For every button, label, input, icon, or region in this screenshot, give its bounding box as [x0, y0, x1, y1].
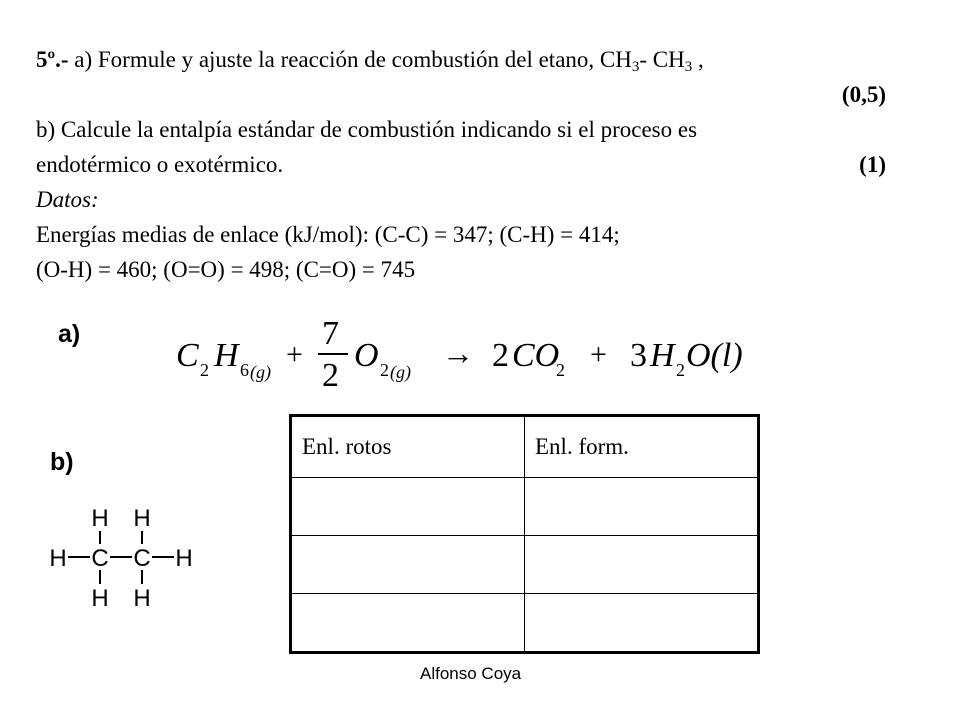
part-b-points: (1) [859, 152, 886, 177]
eq-phase-1: (g) [250, 362, 271, 382]
eq-arrow: → [442, 335, 474, 371]
eq-co: CO [512, 337, 560, 374]
atom-h-left: H [49, 545, 67, 572]
header-broken-bonds: Enl. rotos [291, 416, 525, 478]
eq-plus-2: + [590, 338, 607, 371]
eq-phase-2: (g) [390, 362, 411, 382]
table-row [291, 536, 759, 594]
eq-oxygen: O [354, 337, 379, 374]
atom-c-right: C [133, 545, 151, 572]
eq-coef-2: 2 [492, 337, 509, 374]
eq-h: H [650, 337, 675, 374]
eq-numerator: 7 [322, 316, 339, 352]
part-b-line-1: b) Calcule la entalpía estándar de combustión indicando si el proceso es [36, 117, 698, 142]
eq-denominator: 2 [322, 357, 339, 394]
part-b-line-2: endotérmico o exotérmico. (1) [36, 147, 892, 182]
atom-h-top-right: H [133, 505, 151, 532]
footer-author: Alfonso Coya [420, 664, 522, 683]
ethane-structure [48, 500, 198, 612]
answer-b-label: b) [50, 448, 74, 476]
atom-h-bottom-left: H [91, 585, 109, 612]
table-row [291, 594, 759, 653]
eq-sub-2c: 2 [556, 360, 565, 380]
table-cell [525, 478, 759, 536]
eq-sub-2: 2 [200, 360, 209, 380]
bond-table [289, 414, 760, 654]
ethane-bonds [68, 531, 174, 584]
eq-sub-2d: 2 [676, 360, 685, 380]
atom-c-left: C [91, 545, 109, 572]
header-formed-bonds: Enl. form. [525, 416, 759, 478]
energies-line-1: Energías medias de enlace (kJ/mol): (C-C) = 347; (C-H) = 414; [36, 222, 620, 247]
eq-plus-1: + [286, 338, 303, 371]
table-cell [525, 536, 759, 594]
eq-hydrogen: H [214, 337, 239, 374]
part-a-points: (0,5) [841, 82, 886, 107]
answer-a-label: a) [58, 320, 81, 348]
statement-line-2 [36, 77, 892, 112]
eq-carbon: C [176, 337, 199, 374]
eq-sub-2b: 2 [380, 360, 389, 380]
atom-h-top-left: H [91, 505, 109, 532]
combustion-equation [170, 316, 780, 396]
part-a-text: a) Formule y ajuste la reacción de combustión del etano, CH [74, 47, 632, 72]
eq-water-tail: O(l) [686, 337, 743, 374]
problem-statement [36, 42, 892, 287]
statement-line-1: 5º.- a) Formule y ajuste la reacción de combustión del etano, $CH_3-$ $CH_3$ , [36, 47, 704, 75]
problem-number: 5º.- [36, 47, 69, 72]
datos-label: Datos: [36, 187, 99, 212]
eq-sub-6: 6 [240, 360, 249, 380]
eq-coef-3: 3 [630, 337, 647, 374]
table-cell [291, 536, 525, 594]
energies-line-2: (O-H) = 460; (O=O) = 498; (C=O) = 745 [36, 257, 416, 282]
table-cell [525, 594, 759, 653]
atom-h-bottom-right: H [133, 585, 151, 612]
table-header-row [291, 416, 759, 478]
table-cell [291, 594, 525, 653]
table-cell [291, 478, 525, 536]
atom-h-right: H [175, 545, 193, 572]
table-row [291, 478, 759, 536]
